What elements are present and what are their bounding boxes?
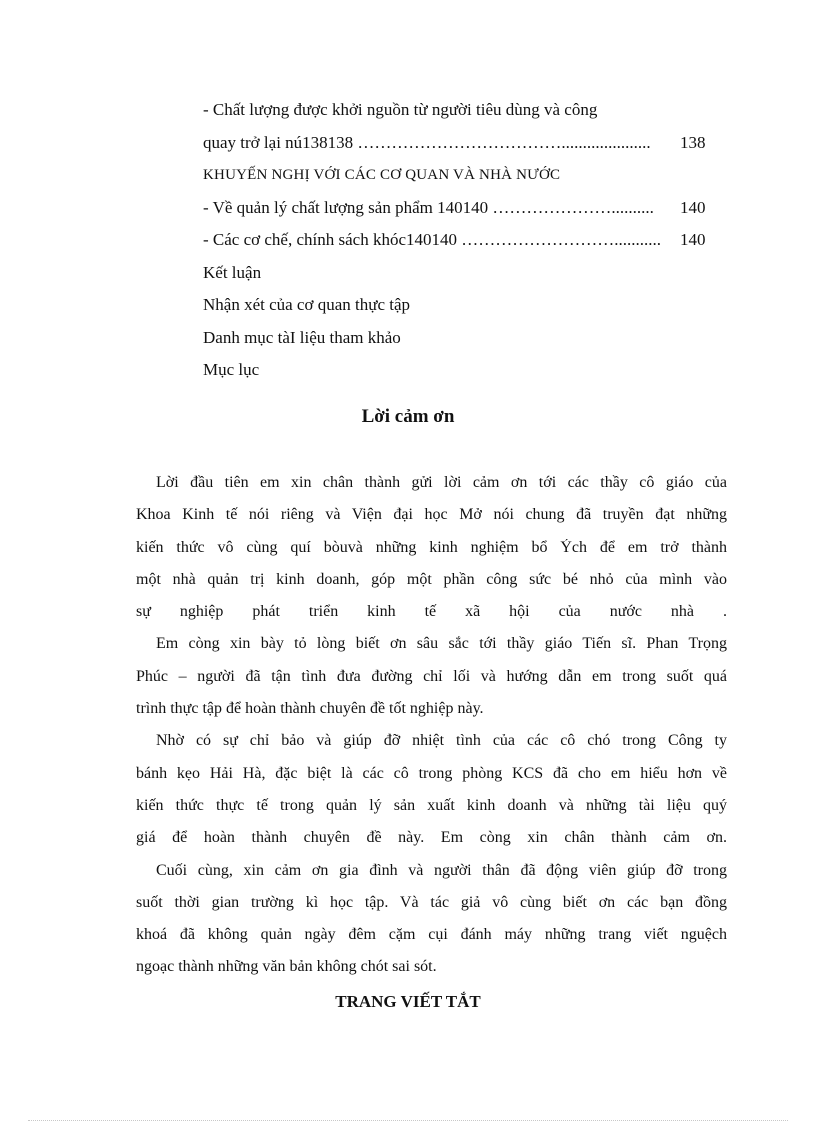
toc-entry-text: KHUYẾN NGHỊ VỚI CÁC CƠ QUAN VÀ NHÀ NƯỚC (203, 167, 561, 183)
paragraph-line: trình thực tập để hoàn thành chuyên đề tốt nghiệp này. (136, 700, 484, 718)
toc-entry (203, 94, 723, 127)
toc-entry (203, 322, 723, 355)
paragraph-line: Lời đầu tiên em xin chân thành gửi lời cảm ơn tới các thầy cô giáo của (156, 474, 727, 491)
paragraph-line: suốt thời gian trường kì học tập. Và tác giả vô cùng biết ơn các bạn đồng (136, 893, 727, 911)
section-heading-thanks: Lời cảm ơn (361, 406, 455, 427)
toc-entry-text: quay trở lại nú138138 ………………………………..................... (203, 132, 651, 152)
paragraph-line: Phúc – người đã tận tình đưa đường chỉ lối và hướng dẫn em trong suốt quá (136, 667, 727, 685)
paragraph-line: Cuối cùng, xin cảm ơn gia đình và người thân đã động viên giúp đỡ trong (156, 861, 727, 879)
toc-entry (203, 257, 723, 290)
paragraph-line: ngoạc thành những văn bản không chót sai sót. (136, 958, 437, 976)
toc-entry-text: Kết luận (203, 262, 262, 282)
paragraph-line: giá để hoàn thành chuyên đề này. Em còng xin chân thành cảm ơn. (136, 829, 727, 847)
section-heading-abbreviations: TRANG VIẾT TẮT (335, 992, 481, 1011)
toc-entry-page: 140 (680, 197, 706, 217)
toc-entry-text: Nhận xét của cơ quan thực tập (203, 295, 411, 314)
toc-entry-text: - Chất lượng được khởi nguồn từ người tiêu dùng và công (203, 100, 598, 119)
toc-entry-page: 140 (680, 230, 706, 249)
paragraph-line: sự nghiệp phát triển kinh tế xã hội của nước nhà . (136, 603, 727, 621)
paragraph-line: một nhà quản trị kinh doanh, góp một phần công sức bé nhỏ của mình vào (136, 570, 727, 588)
toc-entry-text: - Về quản lý chất lượng sản phẩm 140140 ………………….......... (203, 197, 654, 217)
toc-entry (203, 289, 723, 322)
toc-entry-text: Mục lục (203, 360, 260, 379)
toc-entry (203, 192, 723, 225)
toc-entry (203, 127, 723, 160)
paragraph-line: kiến thức vô cùng quí bòuvà những kinh nghiệm bổ Ých để em trở thành (136, 538, 727, 556)
toc-entry (203, 354, 723, 387)
paragraph-line: khoá đã không quản ngày đêm cặm cụi đánh máy những trang viết nguệch (136, 926, 727, 944)
toc-entry (203, 159, 723, 192)
paragraph-line: Khoa Kinh tế nói riêng và Viện đại học Mở nói chung đã truyền đạt những (136, 506, 727, 524)
toc-entry (203, 224, 723, 257)
toc-entry-text: Danh mục tàI liệu tham khảo (203, 327, 401, 347)
table-of-contents (203, 94, 723, 387)
paragraph-line: kiến thức thực tế trong quản lý sản xuất kinh doanh và những tài liệu quý (136, 796, 727, 814)
toc-entry-page: 138 (680, 132, 706, 152)
paragraph-line: bánh kẹo Hải Hà, đặc biệt là các cô trong phòng KCS đã cho em hiểu hơn về (136, 764, 727, 782)
paragraph-line: Nhờ có sự chỉ bảo và giúp đỡ nhiệt tình của các cô chó trong Công ty (156, 732, 727, 750)
paragraph-line: Em còng xin bày tỏ lòng biết ơn sâu sắc tới thầy giáo Tiến sĩ. Phan Trọng (156, 635, 727, 653)
page-bottom-divider (28, 1120, 788, 1121)
thanks-body (136, 474, 727, 991)
toc-entry-text: - Các cơ chế, chính sách khóc140140 ………………………........... (203, 230, 661, 249)
